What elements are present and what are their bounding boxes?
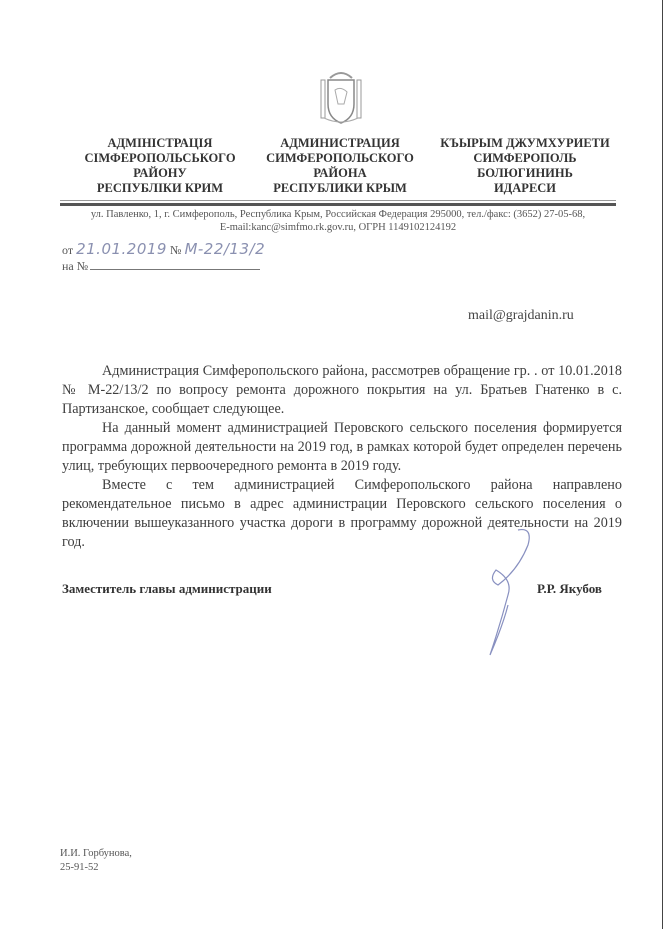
header-line: СИМФЕРОПОЛЬ xyxy=(473,151,577,165)
reply-number-blank xyxy=(90,259,260,270)
executor-phone: 25-91-52 xyxy=(60,862,99,873)
handwritten-signature xyxy=(478,525,538,660)
header-divider xyxy=(60,203,616,206)
executor-info xyxy=(60,847,132,875)
crimea-coat-of-arms-icon xyxy=(318,68,364,126)
header-crimean-tatar xyxy=(430,136,620,196)
header-line: КЪЫРЫМ ДЖУМХУРИЕТИ xyxy=(440,136,610,150)
paragraph: На данный момент администрацией Перовского сельского поселения формируется программа дорожной деятельности на 2019 год, в рамках которой будет определен перечень улиц, требующих первоочередного ремонта в 2019 году. xyxy=(62,420,622,474)
incoming-reference xyxy=(62,259,260,274)
header-line: СИМФЕРОПОЛЬСКОГО xyxy=(266,151,414,165)
header-line: БОЛЮГИНИНЬ xyxy=(477,166,573,180)
number-label: № xyxy=(169,243,182,257)
letter-date: 21.01.2019 xyxy=(76,240,167,258)
from-label: от xyxy=(62,243,74,257)
reply-label: на № xyxy=(62,259,89,273)
header-line: РЕСПУБЛІКИ КРИМ xyxy=(96,181,224,195)
letter-number: М-22/13/2 xyxy=(184,240,266,258)
header-russian xyxy=(245,136,435,196)
recipient-email: mail@grajdanin.ru xyxy=(468,308,574,323)
address-line: ул. Павленко, 1, г. Симферополь, Республика Крым, Российская Федерация 295000, тел./факс: (3652) 27-05-68, xyxy=(90,209,586,220)
header-line: РЕСПУБЛИКИ КРЫМ xyxy=(273,181,407,195)
header-line: АДМИНИСТРАЦИЯ xyxy=(280,136,400,150)
contact-line: E-mail:kanc@simfmo.rk.gov.ru, ОГРН 1149102124192 xyxy=(219,222,457,233)
header-line: РАЙОНА xyxy=(313,166,367,180)
header-line: АДМІНІСТРАЦІЯ xyxy=(107,136,213,150)
header-line: РАЙОНУ xyxy=(133,166,187,180)
executor-name: И.И. Горбунова, xyxy=(60,848,132,859)
header-ukrainian xyxy=(70,136,250,196)
header-line: СІМФЕРОПОЛЬСЬКОГО xyxy=(84,151,236,165)
page-edge xyxy=(662,0,663,929)
signatory-name: Р.Р. Якубов xyxy=(537,581,602,596)
header-divider-thin xyxy=(60,200,616,201)
paragraph: Администрация Симферопольского района, рассмотрев обращение гр. . от 10.01.2018 № М-22/13/2 по вопросу ремонта дорожного покрытия на ул. Братьев Гнатенко в с. Партизанское, сообщает следующее. xyxy=(62,363,622,417)
outgoing-reference xyxy=(62,240,265,258)
letter-body xyxy=(62,362,622,552)
address-block xyxy=(60,208,616,234)
header-line: ИДАРЕСИ xyxy=(493,181,557,195)
paragraph: Вместе с тем администрацией Симферопольского района направлено рекомендательное письмо в адрес администрации Перовского сельского поселения о включении вышеуказанного участка дороги в программу дорожной деятельности на 2019 год. xyxy=(62,477,622,550)
signatory-title: Заместитель главы администрации xyxy=(62,581,272,596)
